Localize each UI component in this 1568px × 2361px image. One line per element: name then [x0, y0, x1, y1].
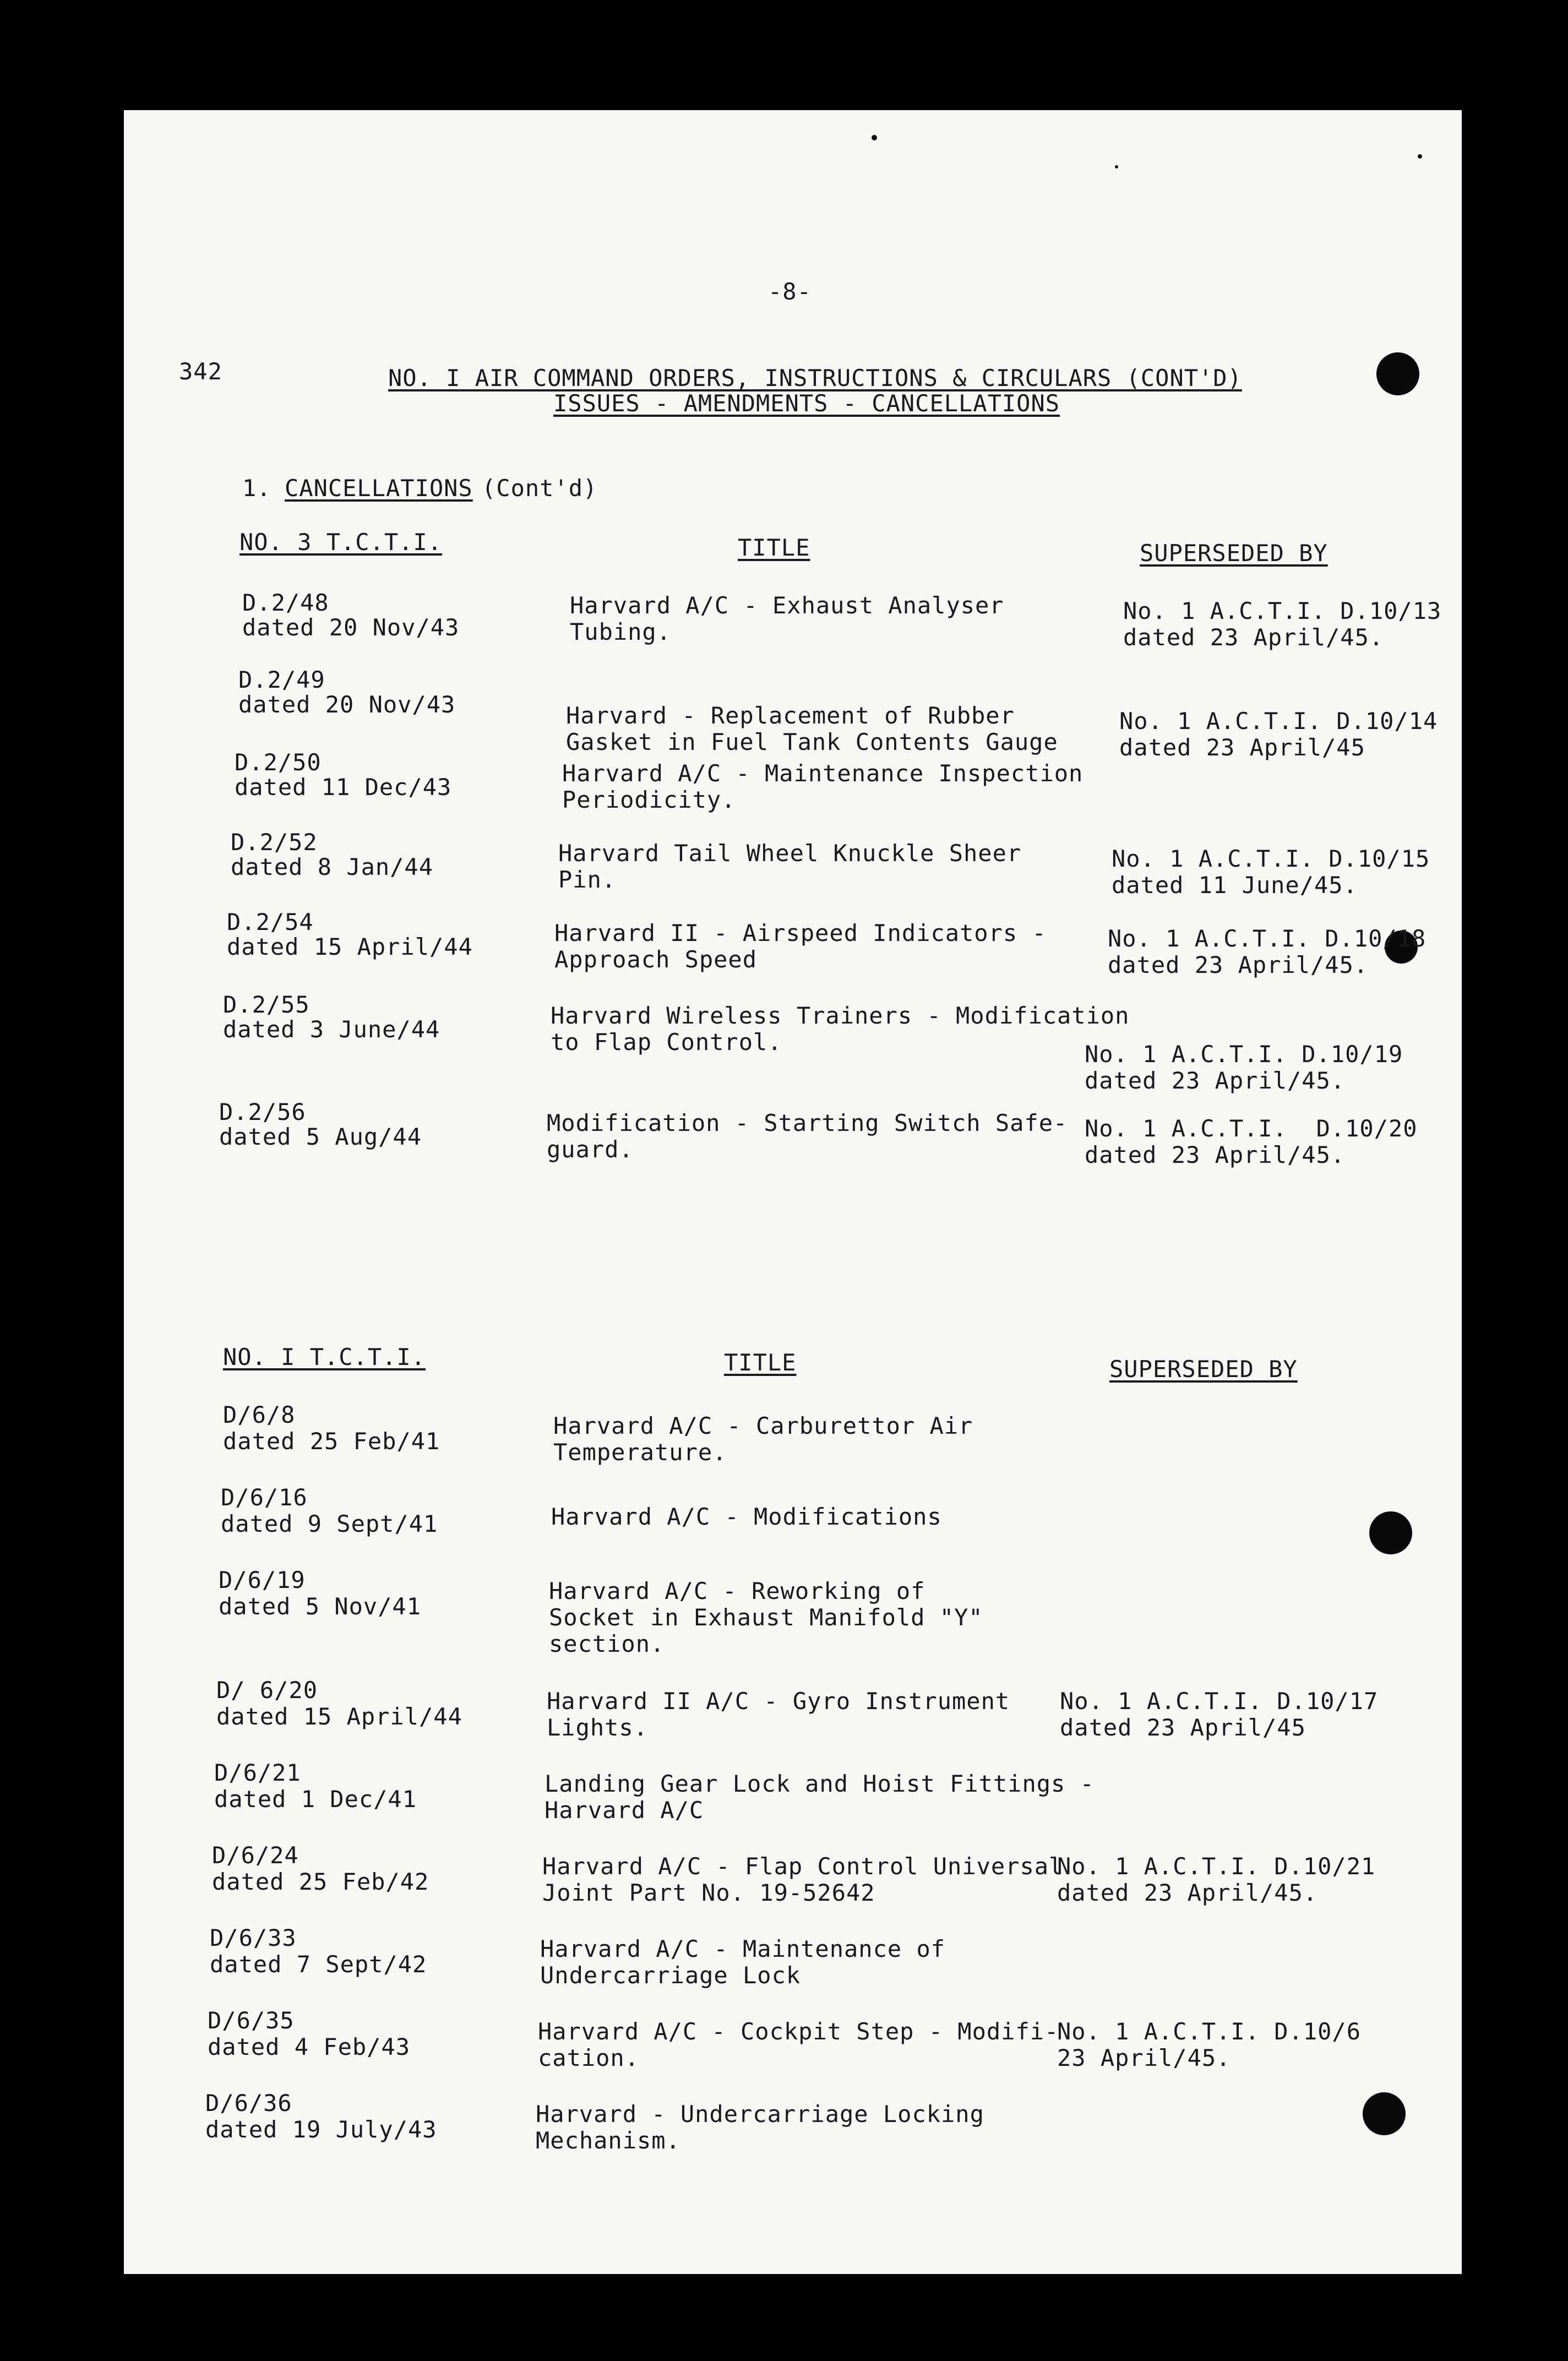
- table1-row-superseded-2: dated 23 April/45.: [1123, 624, 1384, 651]
- table1-row-ref: D.2/50: [235, 749, 322, 776]
- table2-row-date: dated 7 Sept/42: [210, 1951, 427, 1978]
- table1-col-ref: NO. 3 T.C.T.I.: [239, 529, 443, 556]
- table2-row-title-1: Harvard A/C - Reworking of: [549, 1577, 925, 1604]
- punch-hole-1: [1376, 352, 1419, 395]
- table1-row-date: dated 20 Nov/43: [242, 614, 460, 641]
- table2-row-title-1: Landing Gear Lock and Hoist Fittings -: [545, 1770, 1095, 1797]
- document-page: [124, 110, 1462, 2274]
- table1-col-title: TITLE: [738, 534, 810, 561]
- table2-row-ref: D/6/21: [214, 1759, 301, 1786]
- heading-line-1: NO. I AIR COMMAND ORDERS, INSTRUCTIONS & CIRCULARS (CONT'D): [388, 365, 1242, 391]
- table1-row-title-1: Harvard A/C - Maintenance Inspection: [562, 760, 1084, 787]
- table1-row-title-2: Approach Speed: [554, 946, 758, 973]
- table2-row-superseded-1: No. 1 A.C.T.I. D.10/6: [1057, 2018, 1362, 2045]
- table1-row-ref: D.2/54: [227, 909, 314, 935]
- table2-row-ref: D/6/33: [210, 1924, 297, 1951]
- table1-row-superseded-1: No. 1 A.C.T.I. D.10/13: [1123, 597, 1442, 624]
- table2-row-title-2: Joint Part No. 19-52642: [542, 1879, 875, 1906]
- table1-row-superseded-1: No. 1 A.C.T.I. D.10/19: [1085, 1041, 1403, 1068]
- table1-row-superseded-1: No. 1 A.C.T.I. D.10/18: [1108, 925, 1427, 952]
- table1-row-date: dated 8 Jan/44: [231, 853, 434, 880]
- table2-row-title-2: Undercarriage Lock: [540, 1962, 801, 1989]
- heading-line-2: ISSUES - AMENDMENTS - CANCELLATIONS: [553, 390, 1060, 417]
- table2-row-title-1: Harvard A/C - Maintenance of: [540, 1935, 946, 1962]
- table2-row-title-2: Harvard A/C: [545, 1797, 704, 1824]
- table1-row-title-1: Harvard Tail Wheel Knuckle Sheer: [558, 840, 1022, 867]
- table2-col-superseded: SUPERSEDED BY: [1109, 1356, 1298, 1383]
- table2-row-title-1: Harvard A/C - Modifications: [551, 1503, 942, 1530]
- table1-row-title-1: Harvard II - Airspeed Indicators -: [554, 920, 1047, 946]
- section-suffix: (Cont'd): [482, 475, 598, 502]
- file-number: 342: [179, 358, 222, 385]
- speck: [872, 135, 877, 140]
- speck: [1418, 154, 1422, 159]
- section-number: 1.: [242, 475, 271, 502]
- table1-row-title-2: to Flap Control.: [551, 1029, 782, 1056]
- speck: [1115, 165, 1118, 168]
- table2-row-title-1: Harvard - Undercarriage Locking: [536, 2101, 984, 2128]
- table1-row-date: dated 20 Nov/43: [238, 691, 456, 718]
- table2-row-date: dated 9 Sept/41: [221, 1510, 438, 1537]
- table1-row-ref: D.2/56: [219, 1098, 306, 1125]
- table1-row-title-2: guard.: [547, 1136, 634, 1163]
- table2-row-superseded-1: No. 1 A.C.T.I. D.10/21: [1057, 1853, 1376, 1880]
- table1-row-ref: D.2/55: [223, 991, 310, 1018]
- table1-row-title-2: Gasket in Fuel Tank Contents Gauge: [566, 728, 1058, 755]
- table2-row-title-1: Harvard A/C - Carburettor Air: [553, 1412, 973, 1439]
- table1-row-title-1: Harvard A/C - Exhaust Analyser: [570, 592, 1004, 619]
- table2-row-ref: D/6/19: [219, 1566, 306, 1593]
- table2-row-title-2: Mechanism.: [536, 2127, 680, 2154]
- table1-row-superseded-2: dated 23 April/45.: [1085, 1067, 1346, 1094]
- table1-row-title-1: Modification - Starting Switch Safe-: [547, 1109, 1068, 1136]
- table2-row-date: dated 25 Feb/41: [223, 1428, 440, 1455]
- table1-col-superseded: SUPERSEDED BY: [1140, 540, 1328, 567]
- table2-row-title-1: Harvard A/C - Flap Control Universal: [542, 1853, 1064, 1880]
- table2-row-ref: D/6/36: [205, 2090, 292, 2117]
- table2-row-superseded-2: dated 23 April/45: [1060, 1714, 1306, 1741]
- page-number: -8-: [768, 278, 812, 305]
- table1-row-superseded-1: No. 1 A.C.T.I. D.10/15: [1112, 845, 1430, 872]
- table2-row-title-3: section.: [549, 1630, 665, 1657]
- table1-row-title-2: Periodicity.: [562, 786, 736, 813]
- punch-hole-2: [1369, 1511, 1412, 1554]
- table2-row-ref: D/6/16: [221, 1484, 308, 1511]
- table2-row-title-1: Harvard II A/C - Gyro Instrument: [547, 1688, 1010, 1715]
- table1-row-date: dated 5 Aug/44: [219, 1123, 422, 1150]
- table2-row-title-2: Socket in Exhaust Manifold "Y": [549, 1604, 983, 1631]
- table1-row-title-1: Harvard Wireless Trainers - Modification: [551, 1002, 1130, 1029]
- table2-row-date: dated 5 Nov/41: [219, 1593, 422, 1620]
- table2-row-superseded-2: 23 April/45.: [1057, 2044, 1231, 2071]
- table2-row-date: dated 25 Feb/42: [212, 1868, 429, 1895]
- table1-row-ref: D.2/52: [231, 829, 318, 856]
- section-title: CANCELLATIONS: [285, 475, 473, 502]
- table2-row-title-2: Lights.: [547, 1714, 649, 1741]
- table1-row-title-1: Harvard - Replacement of Rubber: [566, 702, 1015, 729]
- table2-row-superseded-2: dated 23 April/45.: [1057, 1879, 1318, 1906]
- table2-row-ref: D/6/24: [212, 1842, 299, 1869]
- table1-row-date: dated 3 June/44: [223, 1016, 440, 1043]
- table1-row-superseded-1: No. 1 A.C.T.I. D.10/20: [1085, 1115, 1418, 1142]
- table2-row-ref: D/ 6/20: [216, 1677, 318, 1704]
- table1-row-date: dated 15 April/44: [227, 933, 473, 960]
- table1-row-ref: D.2/49: [238, 666, 325, 693]
- table1-row-superseded-2: dated 23 April/45.: [1108, 951, 1369, 978]
- table2-row-ref: D/6/35: [208, 2007, 295, 2034]
- table2-row-title-2: Temperature.: [553, 1439, 727, 1466]
- punch-hole-3: [1363, 2092, 1406, 2135]
- table2-col-title: TITLE: [724, 1349, 797, 1376]
- table2-row-superseded-1: No. 1 A.C.T.I. D.10/17: [1060, 1688, 1379, 1715]
- table1-row-superseded-2: dated 11 June/45.: [1112, 872, 1358, 899]
- table2-row-date: dated 15 April/44: [216, 1703, 462, 1730]
- table1-row-ref: D.2/48: [242, 589, 329, 616]
- table1-row-superseded-2: dated 23 April/45.: [1085, 1141, 1346, 1168]
- table2-row-date: dated 4 Feb/43: [208, 2033, 411, 2060]
- table1-row-title-2: Tubing.: [570, 618, 672, 645]
- table2-row-date: dated 1 Dec/41: [214, 1786, 417, 1813]
- table1-row-date: dated 11 Dec/43: [235, 774, 452, 801]
- table2-row-date: dated 19 July/43: [205, 2116, 437, 2143]
- table1-row-superseded-2: dated 23 April/45: [1119, 734, 1365, 761]
- table2-col-ref: NO. I T.C.T.I.: [223, 1343, 426, 1370]
- table1-row-title-2: Pin.: [558, 866, 617, 893]
- table1-row-superseded-1: No. 1 A.C.T.I. D.10/14: [1119, 708, 1438, 735]
- table2-row-title-2: cation.: [538, 2044, 640, 2071]
- table2-row-ref: D/6/8: [223, 1401, 296, 1428]
- table2-row-title-1: Harvard A/C - Cockpit Step - Modifi-: [538, 2018, 1059, 2045]
